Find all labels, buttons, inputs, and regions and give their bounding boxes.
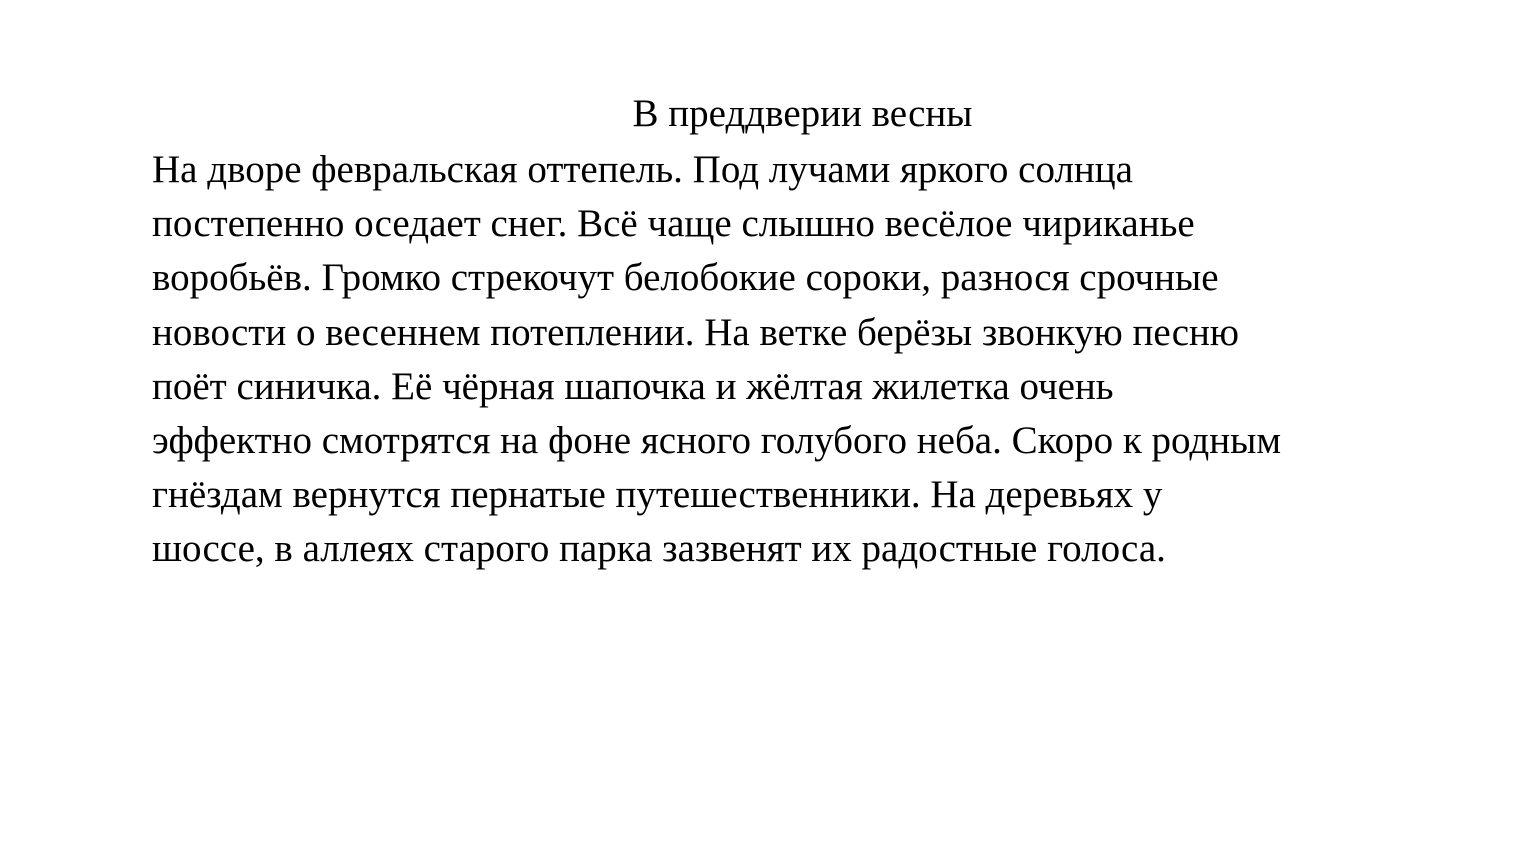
text-line: гнёздам вернутся пернатые путешественники. На деревьях у xyxy=(152,473,1163,517)
document-title: В преддверии весны xyxy=(632,92,973,135)
text-line: эффектно смотрятся на фоне ясного голубого неба. Скоро к родным xyxy=(152,419,1282,463)
text-line: новости о весеннем потеплении. На ветке берёзы звонкую песню xyxy=(152,310,1240,354)
text-line: воробьёв. Громко стрекочут белобокие сороки, разнося срочные xyxy=(152,256,1219,300)
text-line: На дворе февральская оттепель. Под лучами яркого солнца xyxy=(152,148,1133,191)
document-body xyxy=(152,143,1512,577)
text-line: поёт синичка. Её чёрная шапочка и жёлтая жилетка очень xyxy=(152,364,1114,408)
text-line: постепенно оседает снег. Всё чаще слышно весёлое чириканье xyxy=(152,202,1195,246)
text-line: шоссе, в аллеях старого парка зазвенят их радостные голоса. xyxy=(152,527,1166,571)
